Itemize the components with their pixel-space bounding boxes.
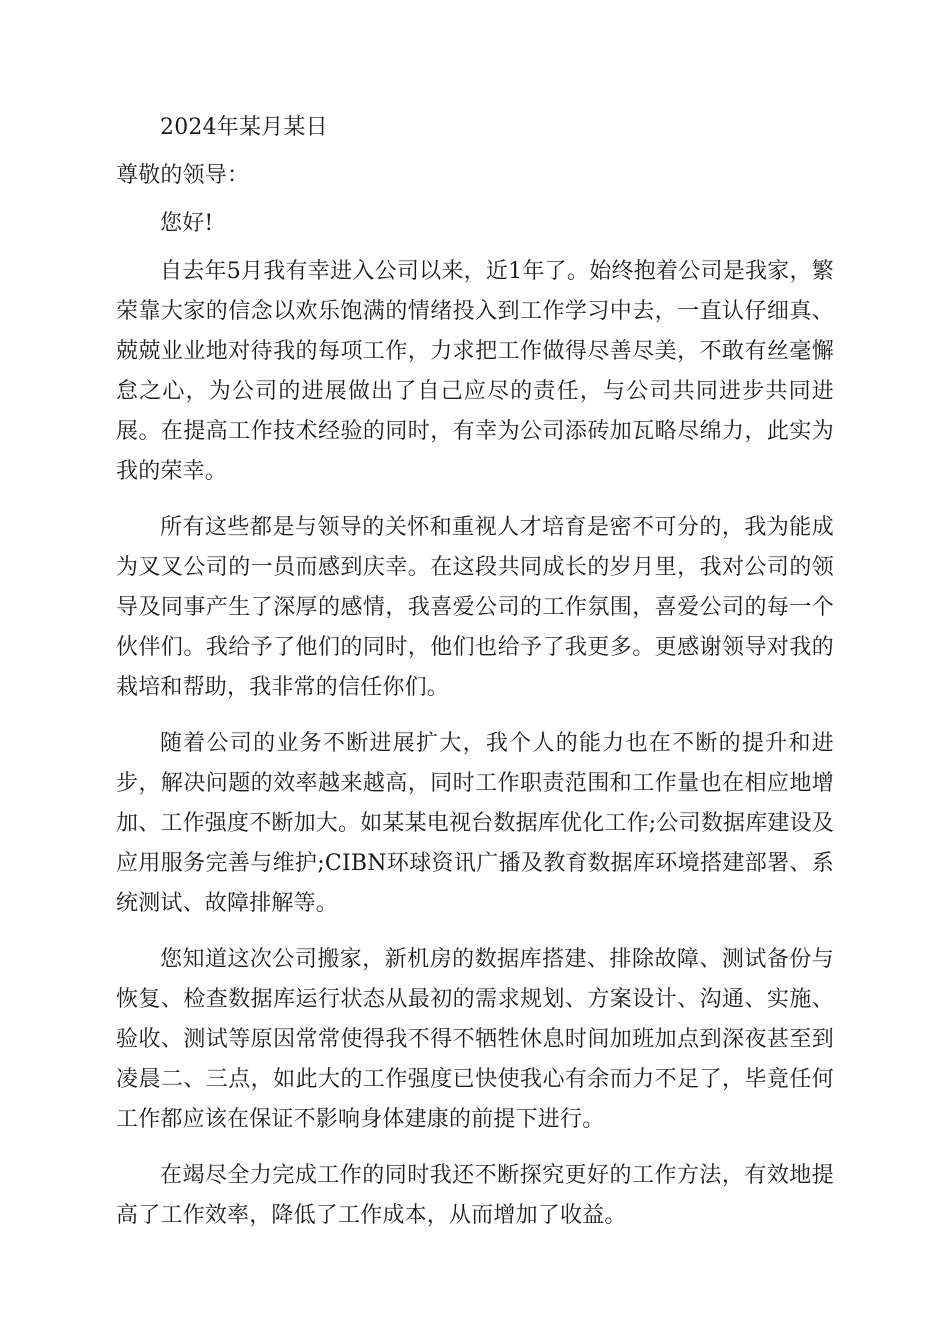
letter-salutation: 尊敬的领导： bbox=[116, 163, 250, 188]
body-paragraph-3: 随着公司的业务不断进展扩大，我个人的能力也在不断的提升和进步，解决问题的效率越来越高，同时工作职责范围和工作量也在相应地增加、工作强度不断加大。如某某电视台数据库优化工作;公司数据库建设及应用服务完善与维护;CIBN环球资讯广播及教育数据库环境搭建部署、系统测试、故障排解等。 bbox=[116, 731, 835, 916]
letter-date: 2024年某月某日 bbox=[160, 115, 328, 140]
body-paragraph-5: 在竭尽全力完成工作的同时我还不断探究更好的工作方法，有效地提高了工作效率，降低了工作成本，从而增加了收益。 bbox=[116, 1163, 834, 1228]
letter-greeting: 您好! bbox=[160, 211, 214, 236]
letter-body bbox=[116, 108, 834, 1236]
body-paragraph-2: 所有这些都是与领导的关怀和重视人才培育是密不可分的，我为能成为叉叉公司的一员而感到庆幸。在这段共同成长的岁月里，我对公司的领导及同事产生了深厚的感情，我喜爱公司的工作氛围，喜爱公司的每一个伙伴们。我给予了他们的同时，他们也给予了我更多。更感谢领导对我的栽培和帮助，我非常的信任你们。 bbox=[116, 515, 834, 700]
body-paragraph-4: 您知道这次公司搬家，新机房的数据库搭建、排除故障、测试备份与恢复、检查数据库运行状态从最初的需求规划、方案设计、沟通、实施、验收、测试等原因常常使得我不得不牺牲休息时间加班加点到深夜甚至到凌晨二、三点，如此大的工作强度已快使我心有余而力不足了，毕竟任何工作都应该在保证不影响身体建康的前提下进行。 bbox=[116, 947, 834, 1132]
body-paragraph-1: 自去年5月我有幸进入公司以来，近1年了。始终抱着公司是我家，繁荣靠大家的信念以欢乐饱满的情绪投入到工作学习中去，一直认仔细真、兢兢业业地对待我的每项工作，力求把工作做得尽善尽美，不敢有丝毫懈怠之心，为公司的进展做出了自己应尽的责任，与公司共同进步共同进展。在提高工作技术经验的同时，有幸为公司添砖加瓦略尽绵力，此实为我的荣幸。 bbox=[116, 259, 834, 484]
